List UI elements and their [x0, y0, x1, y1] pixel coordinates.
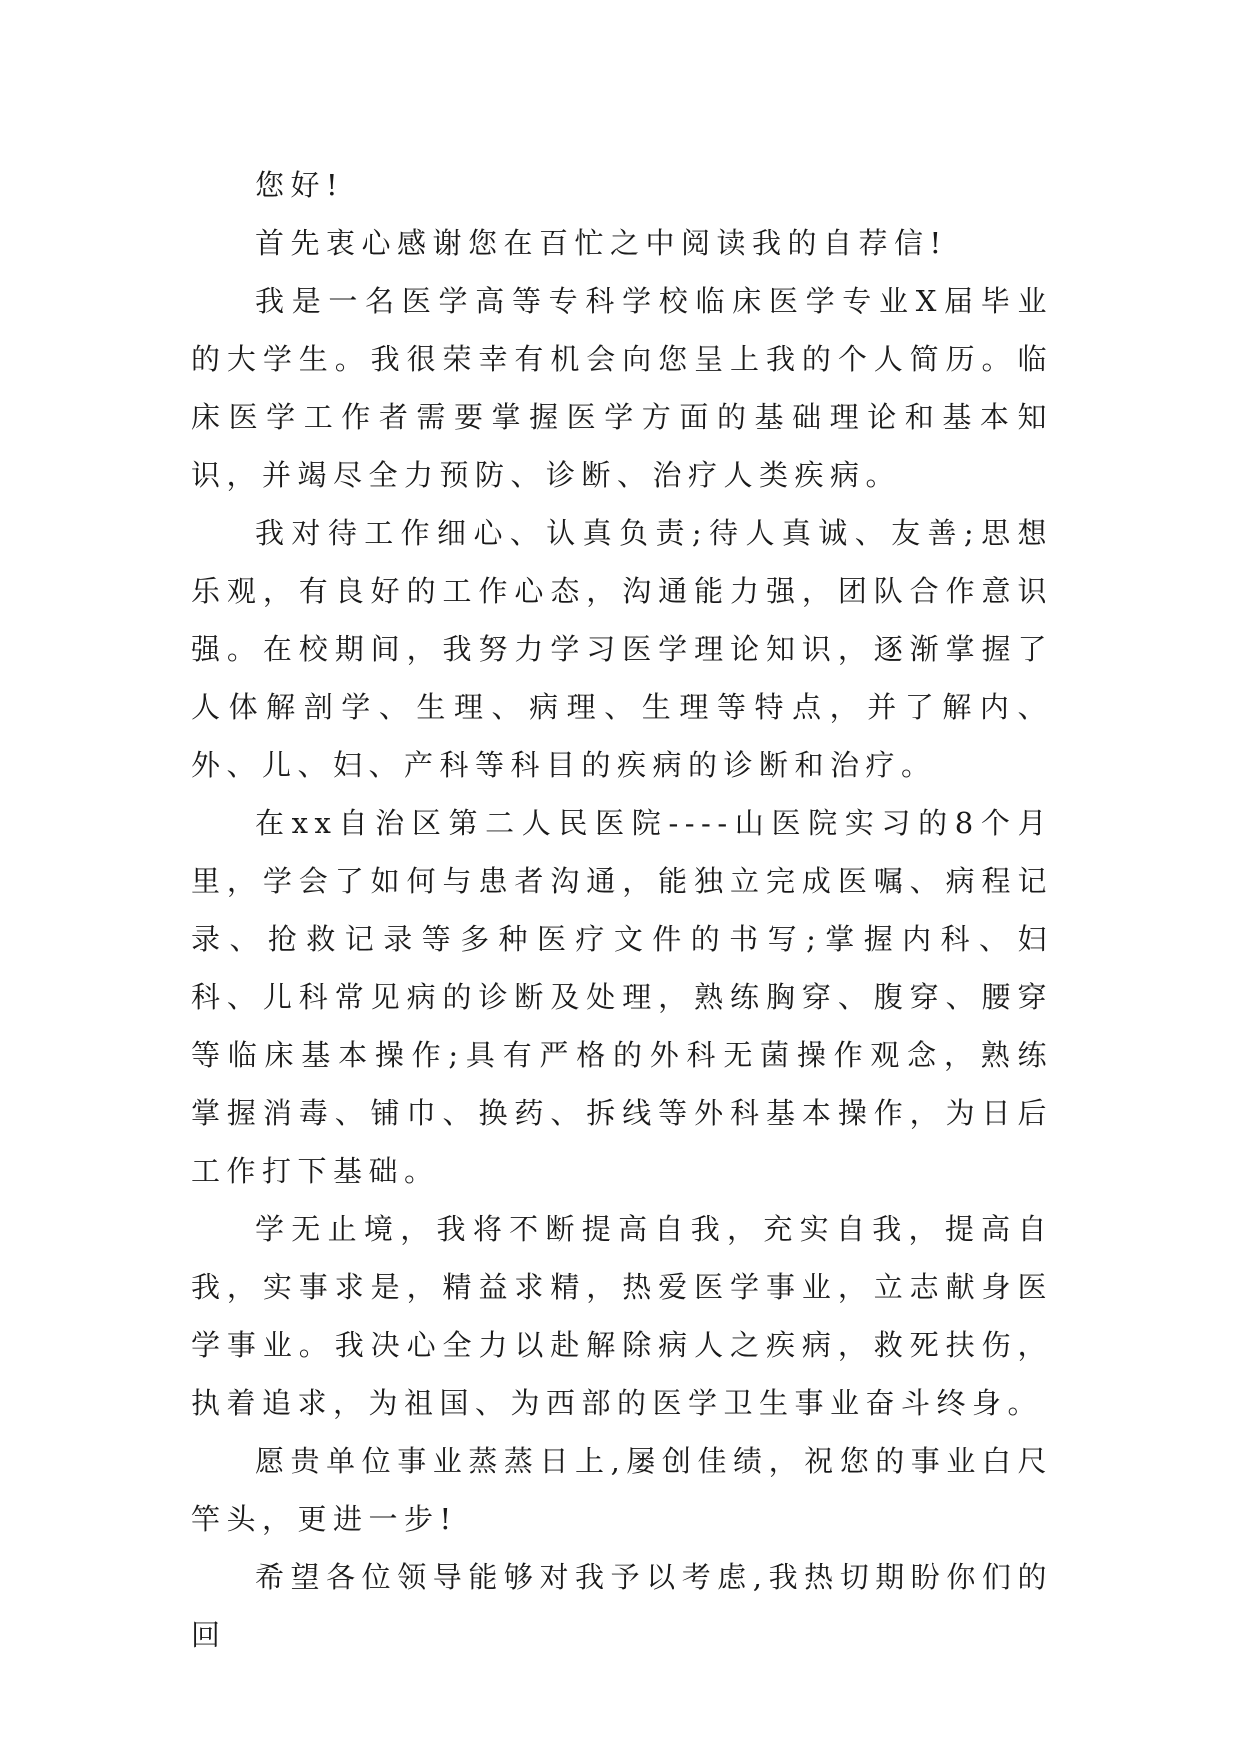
greeting: 您好! — [255, 168, 345, 202]
letter-body — [191, 156, 1053, 1664]
closing-paragraph: 希望各位领导能够对我予以考虑,我热切期盼你们的回 — [191, 1560, 1053, 1652]
introduction-paragraph: 我是一名医学高等专科学校临床医学专业X届毕业的大学生。我很荣幸有机会向您呈上我的个人简历。临床医学工作者需要掌握医学方面的基础理论和基本知识，并竭尽全力预防、诊断、治疗人类疾病。 — [191, 284, 1053, 492]
commitment-paragraph: 学无止境，我将不断提高自我，充实自我，提高自我，实事求是，精益求精，热爱医学事业，立志献身医学事业。我决心全力以赴解除病人之疾病，救死扶伤，执着追求，为祖国、为西部的医学卫生事业奋斗终身。 — [191, 1212, 1053, 1420]
wishes-paragraph: 愿贵单位事业蒸蒸日上,屡创佳绩，祝您的事业白尺竿头，更进一步! — [191, 1444, 1053, 1536]
personal-qualities-paragraph: 我对待工作细心、认真负责;待人真诚、友善;思想乐观，有良好的工作心态，沟通能力强，团队合作意识强。在校期间，我努力学习医学理论知识，逐渐掌握了人体解剖学、生理、病理、生理等特点，并了解内、外、儿、妇、产科等科目的疾病的诊断和治疗。 — [191, 516, 1053, 782]
opening-thanks: 首先衷心感谢您在百忙之中阅读我的自荐信! — [255, 226, 948, 260]
internship-paragraph: 在xx自治区第二人民医院----山医院实习的8个月里，学会了如何与患者沟通，能独立完成医嘱、病程记录、抢救记录等多种医疗文件的书写;掌握内科、妇科、儿科常见病的诊断及处理，熟练胸穿、腹穿、腰穿等临床基本操作;具有严格的外科无菌操作观念，熟练掌握消毒、铺巾、换药、拆线等外科基本操作，为日后工作打下基础。 — [191, 806, 1053, 1188]
